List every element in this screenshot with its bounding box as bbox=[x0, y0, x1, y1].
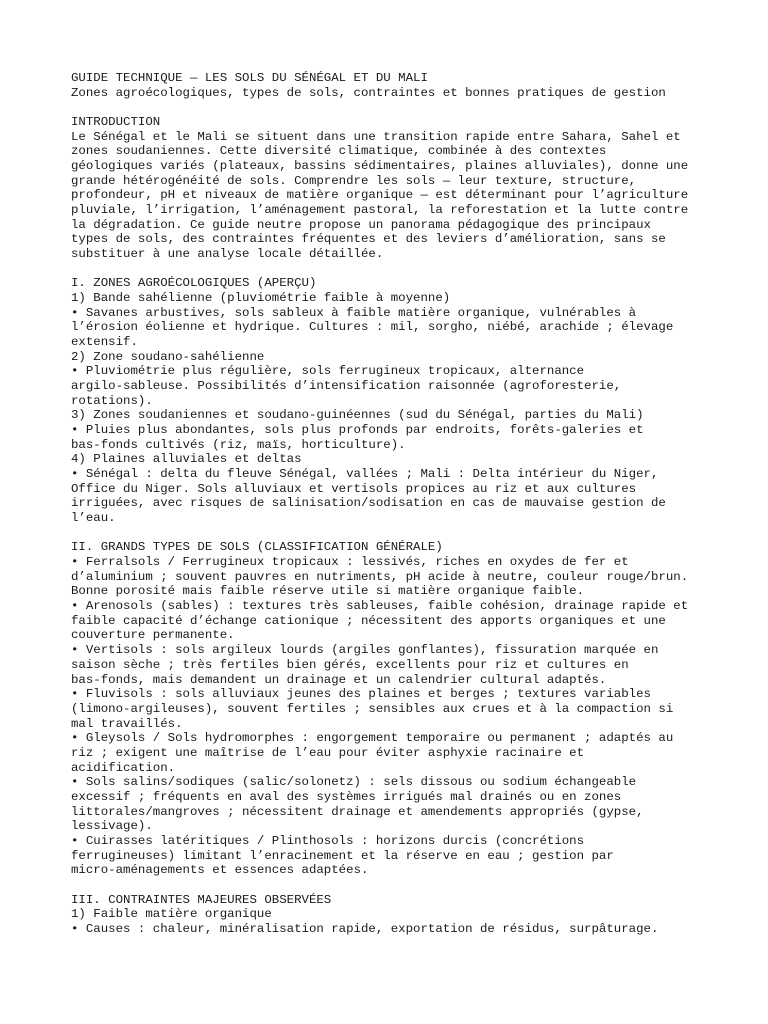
section-heading: II. GRANDS TYPES DE SOLS (CLASSIFICATION GÉNÉRALE) bbox=[71, 540, 443, 555]
text-line: couverture permanente. bbox=[71, 628, 235, 643]
section-types bbox=[71, 540, 711, 877]
text-line: d’aluminium ; souvent pauvres en nutriments, pH acide à neutre, couleur rouge/brun. bbox=[71, 569, 689, 584]
text-line: l’eau. bbox=[71, 511, 116, 526]
text-line: ferrugineuses) limitant l’enracinement et la réserve en eau ; gestion par bbox=[71, 848, 614, 863]
text-line: saison sèche ; très fertiles bien gérés, excellents pour riz et cultures en bbox=[71, 657, 629, 672]
text-line: • Sénégal : delta du fleuve Sénégal, vallées ; Mali : Delta intérieur du Niger, bbox=[71, 467, 659, 482]
section-contraintes bbox=[71, 893, 711, 937]
text-line: excessif ; fréquents en aval des systèmes irrigués mal drainés ou en zones bbox=[71, 789, 622, 804]
document-title: GUIDE TECHNIQUE — LES SOLS DU SÉNÉGAL ET DU MALI bbox=[71, 71, 428, 85]
text-line: • Gleysols / Sols hydromorphes : engorgement temporaire ou permanent ; adaptés au bbox=[71, 731, 674, 746]
text-line: • Savanes arbustives, sols sableux à faible matière organique, vulnérables à bbox=[71, 305, 637, 320]
text-line: • Sols salins/sodiques (salic/solonetz) : sels dissous ou sodium échangeable bbox=[71, 775, 637, 790]
text-line: Le Sénégal et le Mali se situent dans une transition rapide entre Sahara, Sahel et bbox=[71, 129, 681, 144]
text-line: profondeur, pH et niveaux de matière organique — est déterminant pour l’agriculture bbox=[71, 188, 689, 203]
text-line: 1) Faible matière organique bbox=[71, 907, 272, 922]
text-line: bas-fonds cultivés (riz, maïs, horticulture). bbox=[71, 437, 406, 452]
text-line: rotations). bbox=[71, 393, 153, 408]
text-line: types de sols, des contraintes fréquentes et des leviers d’amélioration, sans se bbox=[71, 232, 666, 247]
text-line: • Arenosols (sables) : textures très sableuses, faible cohésion, drainage rapide et bbox=[71, 599, 689, 614]
section-spacer bbox=[71, 878, 711, 893]
text-line: extensif. bbox=[71, 335, 138, 350]
text-line: • Ferralsols / Ferrugineux tropicaux : lessivés, riches en oxydes de fer et bbox=[71, 555, 629, 570]
document-page bbox=[71, 71, 711, 937]
document-body bbox=[71, 100, 711, 936]
section-introduction bbox=[71, 115, 711, 262]
text-line: lessivage). bbox=[71, 819, 153, 834]
section-spacer bbox=[71, 526, 711, 541]
text-line: substituer à une analyse locale détaillée. bbox=[71, 247, 384, 262]
text-line: 1) Bande sahélienne (pluviométrie faible à moyenne) bbox=[71, 291, 451, 306]
text-line: 4) Plaines alluviales et deltas bbox=[71, 452, 302, 467]
text-line: micro-aménagements et essences adaptées. bbox=[71, 863, 369, 878]
text-line: 3) Zones soudaniennes et soudano-guinéennes (sud du Sénégal, parties du Mali) bbox=[71, 408, 644, 423]
text-line: zones soudaniennes. Cette diversité climatique, combinée à des contextes bbox=[71, 144, 607, 159]
text-line: (limono-argileuses), souvent fertiles ; sensibles aux crues et à la compaction si bbox=[71, 701, 674, 716]
text-line: faible capacité d’échange cationique ; nécessitent des apports organiques et une bbox=[71, 613, 666, 628]
section-spacer bbox=[71, 262, 711, 277]
text-line: • Cuirasses latéritiques / Plinthosols : horizons durcis (concrétions bbox=[71, 833, 585, 848]
text-line: grande hétérogénéité de sols. Comprendre les sols — leur texture, structure, bbox=[71, 173, 637, 188]
section-zones bbox=[71, 276, 711, 525]
section-heading: INTRODUCTION bbox=[71, 115, 161, 129]
text-line: la dégradation. Ce guide neutre propose un panorama pédagogique des principaux bbox=[71, 217, 651, 232]
text-line: 2) Zone soudano-sahélienne bbox=[71, 349, 265, 364]
section-heading: I. ZONES AGROÉCOLOGIQUES (APERÇU) bbox=[71, 276, 317, 291]
document-subtitle: Zones agroécologiques, types de sols, contraintes et bonnes pratiques de gestion bbox=[71, 85, 666, 100]
section-spacer bbox=[71, 100, 711, 115]
text-line: bas-fonds, mais demandent un drainage et un calendrier cultural adaptés. bbox=[71, 672, 607, 687]
text-line: pluviale, l’irrigation, l’aménagement pastoral, la reforestation et la lutte contre bbox=[71, 203, 689, 218]
text-line: • Causes : chaleur, minéralisation rapide, exportation de résidus, surpâturage. bbox=[71, 921, 659, 936]
section-heading: III. CONTRAINTES MAJEURES OBSERVÉES bbox=[71, 892, 332, 907]
text-line: • Pluies plus abondantes, sols plus profonds par endroits, forêts-galeries et bbox=[71, 423, 644, 438]
text-line: acidification. bbox=[71, 760, 176, 775]
text-line: • Fluvisols : sols alluviaux jeunes des plaines et berges ; textures variables bbox=[71, 687, 651, 702]
text-line: Bonne porosité mais faible réserve utile si matière organique faible. bbox=[71, 584, 585, 599]
text-line: l’érosion éolienne et hydrique. Cultures : mil, sorgho, niébé, arachide ; élevage bbox=[71, 320, 674, 335]
text-line: • Vertisols : sols argileux lourds (argiles gonflantes), fissuration marquée en bbox=[71, 643, 659, 658]
text-line: irriguées, avec risques de salinisation/sodisation en cas de mauvaise gestion de bbox=[71, 496, 666, 511]
text-line: riz ; exigent une maîtrise de l’eau pour éviter asphyxie racinaire et bbox=[71, 745, 585, 760]
text-line: • Pluviométrie plus régulière, sols ferrugineux tropicaux, alternance bbox=[71, 364, 585, 379]
text-line: argilo-sableuse. Possibilités d’intensification raisonnée (agroforesterie, bbox=[71, 379, 622, 394]
text-line: mal travaillés. bbox=[71, 716, 183, 731]
text-line: géologiques variés (plateaux, bassins sédimentaires, plaines alluviales), donne une bbox=[71, 159, 689, 174]
text-line: littorales/mangroves ; nécessitent drainage et amendements appropriés (gypse, bbox=[71, 804, 644, 819]
text-line: Office du Niger. Sols alluviaux et vertisols propices au riz et aux cultures bbox=[71, 481, 637, 496]
